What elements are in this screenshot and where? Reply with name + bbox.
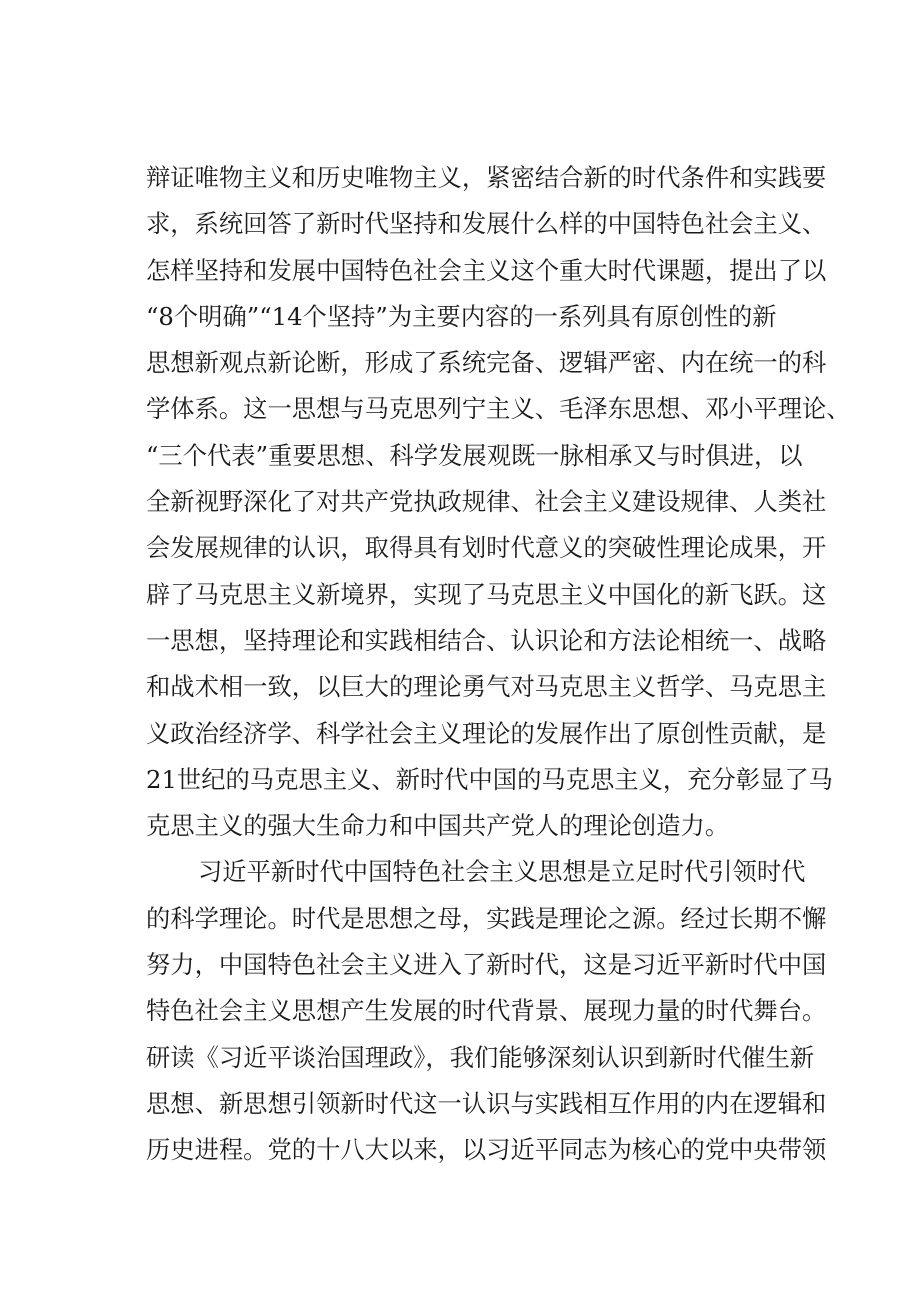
text-line: “8个明确”“14个坚持”为主要内容的一系列具有原创性的新 — [146, 301, 777, 331]
text-line: 克思主义的强大生命力和中国共产党人的理论创造力。 — [146, 811, 730, 841]
text-line: 义政治经济学、科学社会主义理论的发展作出了原创性贡献，是 — [146, 718, 827, 748]
text-line: 努力，中国特色社会主义进入了新时代，这是习近平新时代中国 — [146, 950, 827, 980]
paragraph-1 — [146, 155, 851, 849]
document-body — [146, 155, 851, 1174]
text-line: 学体系。这一思想与马克思列宁主义、毛泽东思想、邓小平理论、 — [146, 394, 851, 424]
text-line: 和战术相一致，以巨大的理论勇气对马克思主义哲学、马克思主 — [146, 672, 827, 702]
text-line: 思想新观点新论断，形成了系统完备、逻辑严密、内在统一的科 — [146, 348, 827, 378]
text-line: 辟了马克思主义新境界，实现了马克思主义中国化的新飞跃。这 — [146, 579, 827, 609]
text-line: 思想、新思想引领新时代这一认识与实践相互作用的内在逻辑和 — [146, 1088, 827, 1118]
text-line: 的科学理论。时代是思想之母，实践是理论之源。经过长期不懈 — [146, 903, 827, 933]
text-line: 会发展规律的认识，取得具有划时代意义的突破性理论成果，开 — [146, 533, 827, 563]
text-line: 历史进程。党的十八大以来，以习近平同志为核心的党中央带领 — [146, 1135, 827, 1165]
text-line: 研读《习近平谈治国理政》，我们能够深刻认识到新时代催生新 — [146, 1042, 815, 1072]
text-line: 21世纪的马克思主义、新时代中国的马克思主义，充分彰显了马 — [146, 764, 833, 794]
text-line: 怎样坚持和发展中国特色社会主义这个重大时代课题，提出了以 — [146, 255, 827, 285]
paragraph-2 — [146, 849, 826, 1173]
text-line: “三个代表”重要思想、科学发展观既一脉相承又与时俱进，以 — [146, 440, 803, 470]
text-line: 全新视野深化了对共产党执政规律、社会主义建设规律、人类社 — [146, 487, 827, 517]
text-line: 辩证唯物主义和历史唯物主义，紧密结合新的时代条件和实践要 — [146, 163, 827, 192]
text-line: 特色社会主义思想产生发展的时代背景、展现力量的时代舞台。 — [146, 996, 827, 1026]
text-line-first: 习近平新时代中国特色社会主义思想是立足时代引领时代 — [198, 857, 806, 887]
text-line: 一思想，坚持理论和实践相结合、认识论和方法论相统一、战略 — [146, 625, 827, 655]
text-line: 求，系统回答了新时代坚持和发展什么样的中国特色社会主义、 — [146, 209, 827, 239]
